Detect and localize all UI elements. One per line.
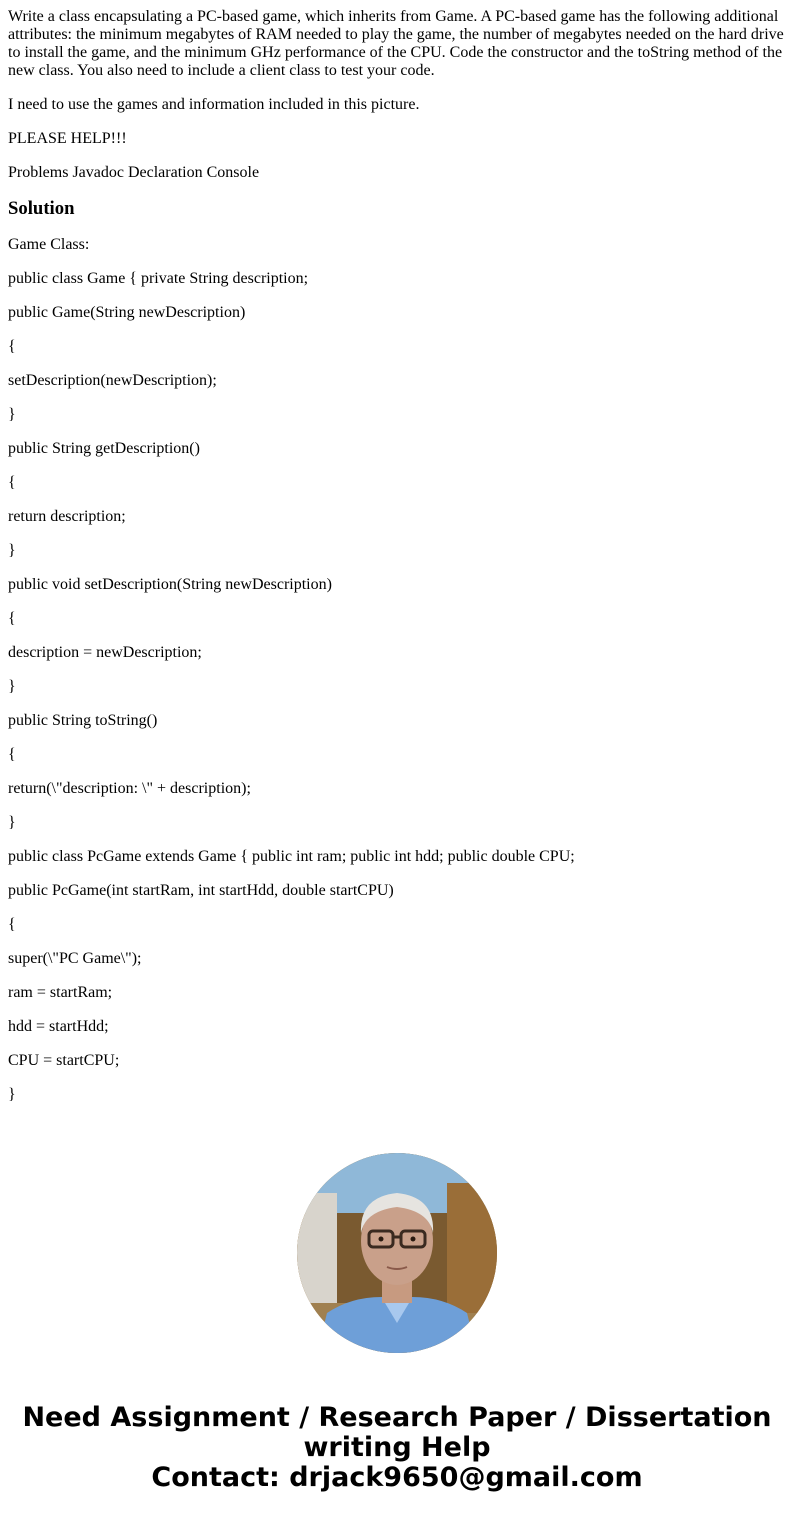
code-line: ram = startRam; [8,984,113,1001]
code-line: { [8,474,16,491]
promo-line-2: writing Help [303,1432,491,1463]
code-line: } [8,406,16,423]
code-line: public String getDescription() [8,440,200,457]
code-line: { [8,338,16,355]
code-line: { [8,746,16,763]
person-portrait-icon [297,1153,497,1353]
code-line: { [8,916,16,933]
code-line: return(\"description: \" + description); [8,780,251,797]
solution-code [8,236,786,1104]
code-line: description = newDescription; [8,644,202,661]
promo-contact: Contact: drjack9650@gmail.com [151,1462,643,1493]
code-line: } [8,542,16,559]
code-line: } [8,678,16,695]
promo-line-1: Need Assignment / Research Paper / Dissertation [22,1402,772,1433]
code-line: public String toString() [8,712,158,729]
code-line: public void setDescription(String newDescription) [8,576,332,593]
question-paragraph-2: I need to use the games and information included in this picture. [8,96,420,113]
code-line: return description; [8,508,126,525]
code-line: hdd = startHdd; [8,1018,109,1035]
promo-text [0,1403,794,1493]
code-line: super(\"PC Game\"); [8,950,142,967]
code-line: public class Game { private String description; [8,270,309,287]
code-line: setDescription(newDescription); [8,372,217,389]
question-paragraph-4: Problems Javadoc Declaration Console [8,164,260,181]
question-paragraph-3: PLEASE HELP!!! [8,130,127,147]
code-line: public Game(String newDescription) [8,304,246,321]
code-line: Game Class: [8,236,90,253]
code-line: { [8,610,16,627]
code-line: public class PcGame extends Game { public int ram; public int hdd; public double CPU; [8,848,575,865]
question-paragraph-1: Write a class encapsulating a PC-based game, which inherits from Game. A PC-based game has the following additional attributes: the minimum megabytes of RAM needed to play the game, the number of megabytes needed on the hard drive to install the game, and the minimum GHz performance of the CPU. Code the constructor and the toString method of the new class. You also need to include a client class to test your code. [8,8,784,79]
code-line: } [8,1086,16,1103]
code-line: } [8,814,16,831]
solution-heading: Solution [8,198,75,219]
avatar [297,1153,497,1353]
code-line: public PcGame(int startRam, int startHdd, double startCPU) [8,882,394,899]
code-line: CPU = startCPU; [8,1052,120,1069]
promo-section [0,1153,794,1493]
